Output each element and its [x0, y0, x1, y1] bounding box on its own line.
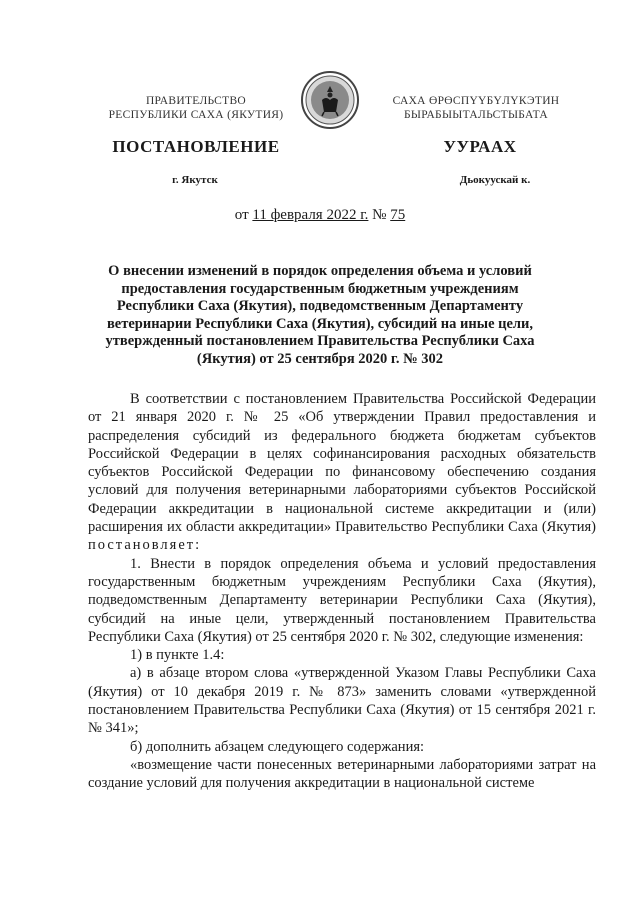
date-prefix: от	[234, 207, 249, 223]
decree-number: 75	[390, 207, 406, 223]
preamble-text: В соответствии с постановлением Правительства Российской Федерации от 21 января 2020 г. № 25 «Об утверждении Правил предоставления и распределения субсидий из федерального бюджета бюджетам субъектов Российской Федерации в целях софинансирования расходных обязательств субъектов Российской Федерации по финансовому обеспечению создания условий для получения ветеринарными лабораториями субъектов Российской Федерации аккредитации в национальной системе аккредитации и (или) расширения их области аккредитации» Правительство Республики Саха (Якутия)	[88, 391, 596, 536]
doc-type-sakha: УУРААХ	[443, 137, 517, 156]
paragraph-subitem-1: 1) в пункте 1.4:	[130, 647, 225, 664]
decree-word: постановляет:	[88, 537, 202, 554]
paragraph-item-1: 1. Внести в порядок определения объема и условий предоставления государственным бюджетным учреждениям Республики Саха (Якутия), подведомственным Департаменту ветеринарии Республики Саха (Якутия), субсидий на иные цели, утвержденный постановлением Правительства Республики Саха (Якутия) от 25 сентября 2020 г. № 302, следующие изменения:	[88, 555, 596, 645]
government-name-russian	[96, 94, 296, 122]
doc-type-russian: ПОСТАНОВЛЕНИЕ	[112, 137, 280, 156]
government-name-sakha-line1: САХА ӨРӨСПҮҮБҮЛҮКЭТИН	[392, 95, 560, 107]
government-name-sakha	[376, 94, 576, 122]
paragraph-subitem-b: б) дополнить абзацем следующего содержания:	[130, 738, 425, 755]
paragraph-quote: «возмещение части понесенных ветеринарными лабораториями затрат на создание условий для получения аккредитации в национальной системе	[88, 756, 596, 792]
government-name-line1: ПРАВИТЕЛЬСТВО	[145, 95, 247, 107]
document-title: О внесении изменений в порядок определения объема и условий предоставления государственным бюджетным учреждениям Республики Саха (Якутия), подведомственным Департаменту ветеринарии Республики Саха (Якутия), субсидий на иные цели, утвержденный постановлением Правительства Республики Саха (Якутия) от 25 сентября 2020 г. № 302	[105, 263, 535, 367]
decree-date: 11 февраля 2022 г.	[252, 207, 369, 223]
paragraph-subitem-a: а) в абзаце втором слова «утвержденной Указом Главы Республики Саха (Якутия) от 10 декабря 2019 г. № 873» заменить словами «утвержденной постановлением Правительства Республики Саха (Якутия) от 15 сентября 2021 г. № 341»;	[88, 665, 596, 737]
sakha-coat-of-arms-icon	[300, 70, 360, 130]
decree-dateline	[0, 207, 640, 224]
city-sakha: Дьокуускай к.	[459, 174, 531, 186]
number-sign: №	[372, 207, 387, 223]
paragraph-preamble	[88, 390, 596, 555]
city-russian: г. Якутск	[172, 174, 218, 186]
government-name-line2: РЕСПУБЛИКИ САХА (ЯКУТИЯ)	[108, 109, 284, 121]
document-body	[88, 390, 596, 793]
government-name-sakha-line2: БЫРАБЫЫТАЛЬСТЫБАТА	[403, 109, 549, 121]
